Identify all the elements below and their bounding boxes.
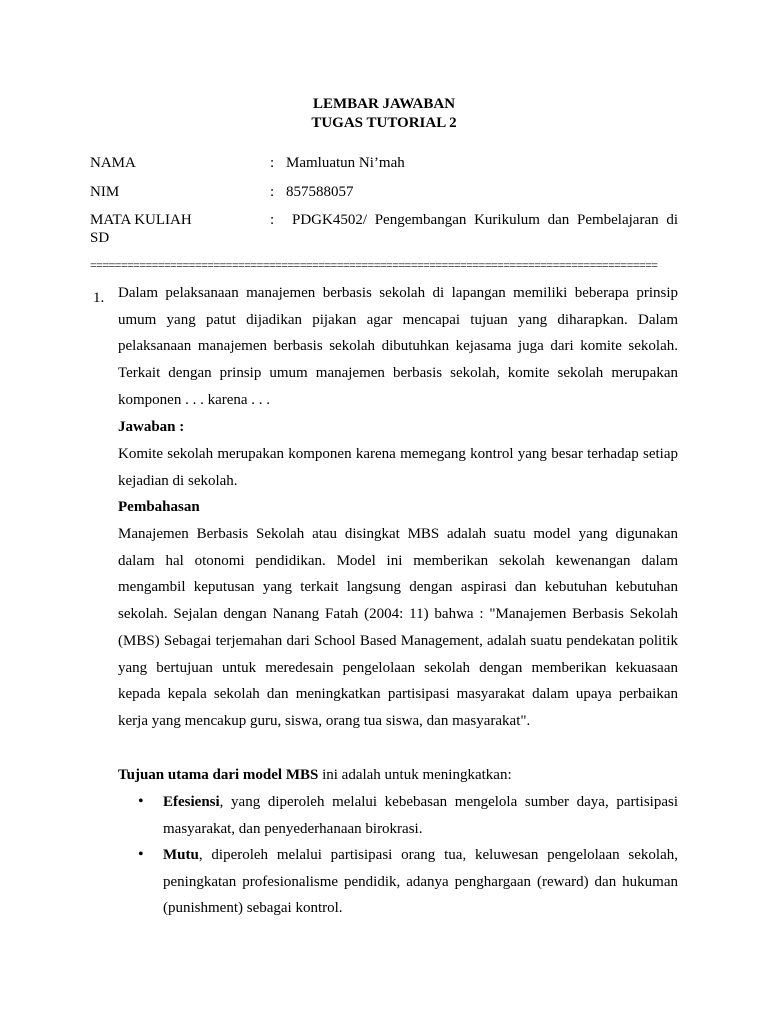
list-item-term: Mutu (163, 847, 199, 863)
goals-heading-bold: Tujuan utama dari model MBS (118, 767, 319, 783)
list-item-term: Efesiensi (163, 794, 220, 810)
nim-colon: : (270, 184, 275, 200)
bullet-icon: • (138, 846, 144, 863)
nim-value: 857588057 (286, 184, 354, 200)
list-item-desc: , yang diperoleh melalui kebebasan mengelola sumber daya, partisipasi masyarakat, dan penyederhanaan birokrasi. (163, 794, 678, 837)
mata-kuliah-value-wrap: SD (90, 230, 110, 246)
goals-heading (118, 762, 678, 789)
mata-kuliah-colon: : (270, 212, 275, 228)
question-number: 1. (93, 290, 105, 306)
discussion-heading: Pembahasan (118, 499, 200, 515)
nama-value: Mamluatun Ni’mah (286, 155, 405, 171)
nama-colon: : (270, 155, 275, 171)
title-line-1: LEMBAR JAWABAN (312, 96, 456, 112)
question-text: Dalam pelaksanaan manajemen berbasis sekolah di lapangan memiliki beberapa prinsip umum yang patut dijadikan pijakan agar mencapai tujuan yang diharapkan. Dalam pelaksanaan manajemen berbasis sekolah dibutuhkan kejasama juga dari komite sekolah. Terkait dengan prinsip umum manajemen berbasis sekolah, komite sekolah merupakan komponen . . . karena . . . (118, 285, 678, 408)
answer-heading: Jawaban : (118, 419, 185, 435)
nim-label: NIM (90, 184, 120, 200)
bullet-icon: • (138, 793, 144, 810)
discussion-text: Manajemen Berbasis Sekolah atau disingkat MBS adalah suatu model yang digunakan dalam hal otonomi pendidikan. Model ini memberikan sekolah kewenangan dalam mengambil keputusan yang terkait langsung dengan aspirasi dan kebutuhan kebutuhan sekolah. Sejalan dengan Nanang Fatah (2004: 11) bahwa : "Manajemen Berbasis Sekolah (MBS) Sebagai terjemahan dari School Based Management, adalah suatu pendekatan politik yang bertujuan untuk meredesain pengelolaan sekolah dengan memberikan kekuasaan kepada kepala sekolah dan meningkatkan partisipasi masyarakat dalam upaya perbaikan kerja yang mencakup guru, siswa, orang tua siswa, dan masyarakat". (118, 526, 678, 729)
answer-text: Komite sekolah merupakan komponen karena memegang kontrol yang besar terhadap setiap kejadian di sekolah. (118, 446, 678, 489)
mata-kuliah-label: MATA KULIAH (90, 212, 192, 228)
document-title (0, 95, 768, 133)
info-row-mata-kuliah (90, 210, 678, 250)
list-item-text (163, 789, 678, 842)
nama-label: NAMA (90, 155, 136, 171)
goals-heading-rest: ini adalah untuk meningkatkan: (318, 767, 512, 783)
mata-kuliah-value: PDGK4502/ Pengembangan Kurikulum dan Pembelajaran di (292, 212, 678, 228)
list-item-text (163, 842, 678, 922)
title-line-2: TUGAS TUTORIAL 2 (311, 115, 457, 131)
list-item-desc: , diperoleh melalui partisipasi orang tua, keluwesan pengelolaan sekolah, peningkatan profesionalisme pendidik, adanya penghargaan (reward) dan hukuman (punishment) sebagai kontrol. (163, 847, 678, 917)
separator-line: ============================================================================================ (90, 258, 658, 272)
